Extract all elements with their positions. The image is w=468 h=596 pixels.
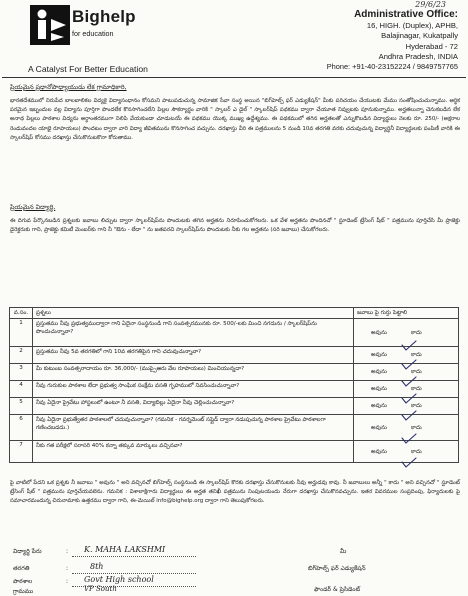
organization-label: బిగ్‌హెల్ప్ ఫర్ ఎడ్యుకేషన్	[308, 565, 366, 572]
tick-mark	[402, 434, 416, 443]
salutation-headmaster: ప్రియమైన ప్రధానోపాధ్యాయుడు లేక గ్రామాధికారి,	[10, 84, 127, 91]
yes-option: అవును	[371, 448, 387, 455]
row-number: 4	[10, 381, 33, 398]
row-number: 5	[10, 398, 33, 415]
row-number: 7	[10, 441, 33, 463]
row-number: 2	[10, 347, 33, 364]
no-option: కాదు	[411, 369, 422, 375]
no-option: కాదు	[411, 352, 422, 358]
no-option: కాదు	[411, 329, 422, 336]
closing-paragraph: పై వాటిలో పేదని ఒక ప్రశ్నకు నీ జవాబు " అవును " అని వచ్చినచో బిగ్‌హెల్ప్ సంస్థనుండి ఈ స్కాలర్‌షిప్ కొరకు దరఖాస్తు చేసుకొనుటకు నీవు అర్హుడవు కావు. నీ జవాబులు అన్నీ " కాదు " అని వచ్చినచో " స్టూడెంట్ ట్రేసింగ్ షీట్ " పత్రమును పూర్తిచేయవలెను. గమనిక : విశాలాక్షిగారు విద్యార్థులు ఈ అర్హత తనిఖీ పత్రమును నింపుటయందు నేరుగా దరఖాస్తు చేసుకొనవచ్చును. ఇతర వివరముల సంప్రదింపు, ఫిర్యాదులకు పై సమాచారమందున్న చిరునామాకు ఉత్తరము ద్వారా గాని, ఈ-మెయిల్ info@bighelp.org ద్వారా గాని తెలుపుకోగలరు.	[10, 480, 460, 505]
brand-name: Bighelp	[72, 7, 136, 26]
colon: :	[66, 565, 69, 572]
founder-label: ఫౌండర్ & ప్రెసిడెంట్	[314, 586, 361, 593]
tick-mark	[402, 377, 416, 386]
handwritten-number: 29/6/23	[415, 0, 446, 9]
tick-mark	[402, 458, 416, 467]
row-number: 6	[10, 415, 33, 441]
office-line: Hyderabad - 72	[405, 41, 458, 51]
intro-paragraph: భారతదేశములో నిరుపేద బాలబాలికల విద్యకై విద్యాసంధానం కోసమని పాటుపడుచున్న సామాజిక సేవా సంస్థ అయిన "బిగ్‌హెల్ప్ ఫర్ ఎడ్యుకేషన్" మీకు పరిచయం చేయుటకు మేము సంతోషించుచున్నాము. ఆర్థిక పరమైన ఇబ్బందుల వల్ల విద్యాను పూర్తిగా పొందలేక కొనసాగించలేని పిల్లల సౌకర్యార్థం వారికి " స్కాలర్ ఎ డైల్ " స్కాలర్‌షిప్ పథకము ద్వారా చేయూత నివ్వుటకు పూనుకున్నాము. అర్హతలున్నా చెనుకబడిన లేక అనాథ పిల్లలు పాఠశాల విద్యను అర్ధాంతరముగా నిలిపి వేయకుండా చూడుటయే ఈ పథకము యొక్క ముఖ్య ఉద్దేశ్యము. ఈ పథకములో తగిన అర్హతలతో ఎన్నుకొబడిన విద్యార్థులు నెలకు రూ. 250/- (అక్షరాల రెండువందల యాభై రూపాయలు) పొందటం ద్వారా వారి విద్యా జీవితమును కొనసాగించ వచ్చును. దరఖాస్తు వీరి ఈ పత్రములను 5 నుండి 10వ తరగతి వరకు చదువుచున్న విద్యార్థినీ విద్యార్థులకు పంపిణీ వారికి ఈ స్కాలర్‌షిప్ కోసము దరఖాస్తు చేసుకొనుటకొనా కోరుతాము.	[10, 98, 460, 141]
row-question: నీవు ఏదైనా ప్రభుత్వేతర పాఠశాలలో చదువుచున్నావా? (గమనిక - గవర్నమెంట్ సప్లైడ్ ద్వారా నడుపుచున్న పాఠశాల ప్రైవేటు పాఠశాలగా గణించబడదు.)	[33, 415, 354, 441]
you-label: మీ	[340, 548, 347, 555]
tick-mark	[402, 341, 416, 350]
yes-option: అవును	[371, 424, 387, 431]
header-serial: వ.సం.	[10, 308, 33, 319]
row-question: నీవు ఏదైనా ప్రైవేటు హాస్టలులో ఉంటూ నీ వసతి, విద్యాబిల్లు ఏదైనా నీవు చెల్లించుచున్నావా?	[33, 398, 354, 415]
office-line: 16, HIGH. (Duplex), APHB,	[366, 21, 458, 30]
tagline: A Catalyst For Better Education	[28, 64, 148, 74]
brand-subtitle: for education	[72, 29, 114, 38]
tick-mark	[402, 360, 416, 369]
yes-option: అవును	[371, 386, 387, 392]
salutation-student: ప్రియమైన విద్యార్థి,	[10, 204, 56, 211]
row-question: ప్రస్తుతము నీవు ప్రభుత్వముద్వారా గాని ఏదైనా సంస్థనుండి గాని సంవత్సరమునకు రూ. 500/-లకు మించి నగదును / స్కాలర్‌షిప్‌ను పొందుచున్నావా?	[33, 319, 354, 347]
yes-option: అవును	[371, 352, 387, 358]
no-option: కాదు	[411, 448, 422, 455]
name-line	[72, 556, 196, 557]
yes-option: అవును	[371, 329, 387, 336]
yes-option: అవును	[371, 403, 387, 409]
tick-mark	[402, 411, 416, 420]
row-question: నీకు గత పరీక్షలో సరాసరి 40% కన్నా తక్కువ మార్కులు వచ్చినవా?	[33, 441, 354, 463]
row-question: ప్రస్తుతము నీవు 5వ తరగతిలో గాని 10వ తరగతిపైన గాని చదువుచున్నావా?	[33, 347, 354, 364]
colon: :	[66, 548, 69, 555]
no-option: కాదు	[411, 386, 422, 392]
header-question: ప్రశ్నలు	[33, 308, 354, 319]
header-answer: జవాబు పై గుర్తు పెట్టాలి	[354, 308, 459, 319]
row-number: 3	[10, 364, 33, 381]
instructions-paragraph: ఈ దిగువ పేర్కొనబడిన ప్రశ్నలకు జవాబు లిచ్చుట ద్వారా స్కాలర్‌షిప్‌ను పొందుటకు తగిన అర్హతను నిరూపించుకోగలరు. ఒక వేళ అర్హతను పొందినచో " స్టూడెంట్ ట్రేసింగ్ షీట్ " పత్రమును పూర్తిచేసి మీ ప్రాజెక్టు డైరెక్టరుకు గాని, ప్రాజెక్టు కమిటీ మెంబర్‌కు గాని నీ "ఔను - లేదా " ను జతపరచి స్కాలర్‌షిప్‌ను పొందుటకు నీకు గల అర్హతను (సరి జవాబు) చేసుకోగలరు.	[10, 218, 460, 234]
no-option: కాదు	[411, 424, 422, 431]
colon: :	[66, 578, 69, 585]
school-value: Govt High school	[84, 575, 154, 584]
class-value: 8th	[90, 562, 104, 571]
no-option: కాదు	[411, 403, 422, 409]
class-line	[72, 573, 196, 574]
school-label: పాఠశాల	[13, 578, 33, 585]
row-question: మీ కుటుంబ సంవత్సరాదాయం రూ. 36,000/- (ముప్పైఆరు వేల రూపాయలు) మించియున్నదా?	[33, 364, 354, 381]
student-name-value: K. MAHA LAKSHMI	[84, 545, 166, 554]
student-name-label: విద్యార్థి పేరు	[13, 548, 42, 555]
class-label: తరగతి	[13, 565, 30, 572]
village-label: గ్రామము	[13, 588, 34, 595]
yes-option: అవును	[371, 369, 387, 375]
row-number: 1	[10, 319, 33, 347]
office-phone: Phone: +91-40-23152224 / 9849757765	[326, 62, 458, 72]
tick-mark	[402, 394, 416, 403]
office-title: Administrative Office:	[354, 9, 458, 20]
village-value: VP South	[84, 585, 117, 593]
row-question: నీవు గురుకుల పాఠశాల లేదా ప్రభుత్వ సాంఘిక సంక్షేమ వసతి గృహములో నివసించుచున్నావా?	[33, 381, 354, 398]
office-line: Andhra Pradesh, INDIA	[378, 51, 458, 61]
office-line: Balajinagar, Kukatpally	[381, 31, 458, 41]
